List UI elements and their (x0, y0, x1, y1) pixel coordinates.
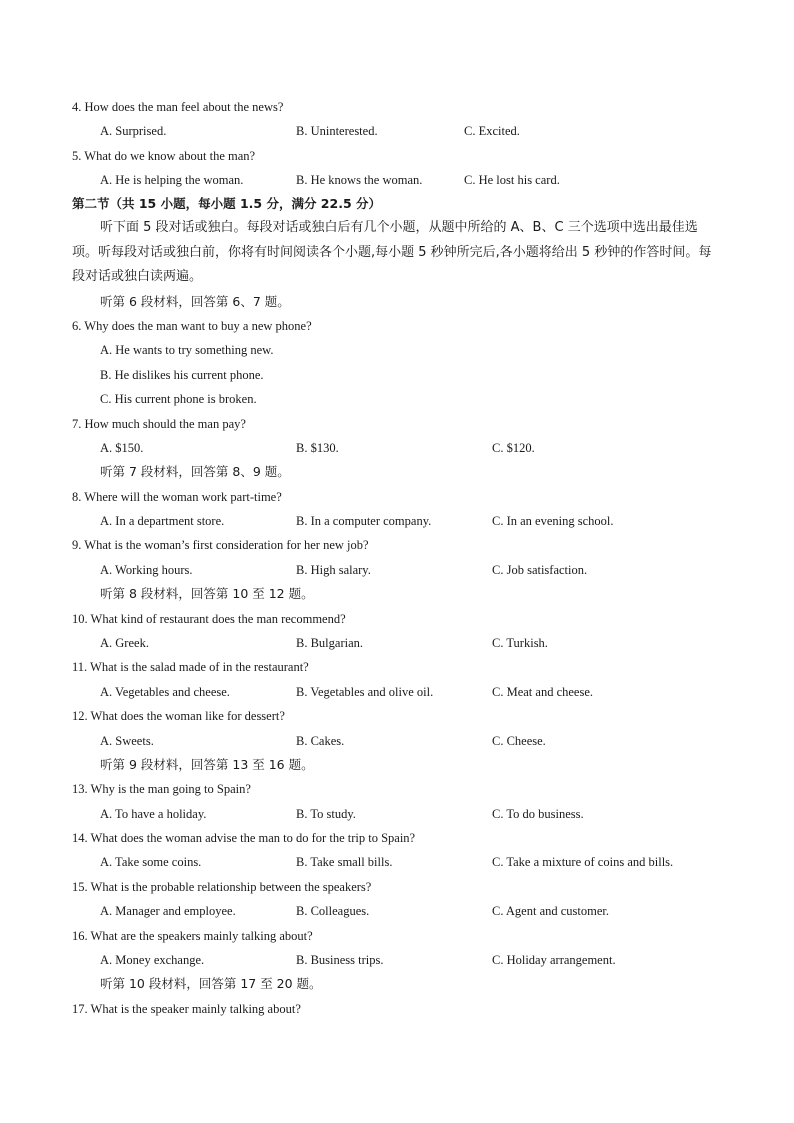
option-b: B. High salary. (296, 563, 371, 577)
question-13: 13. Why is the man going to Spain? (72, 782, 251, 796)
option-c: C. Cheese. (492, 734, 546, 748)
option-a: A. Working hours. (100, 563, 193, 577)
option-b: B. Take small bills. (296, 855, 393, 869)
question-6: 6. Why does the man want to buy a new phone? (72, 319, 312, 333)
question-4: 4. How does the man feel about the news? (72, 100, 284, 114)
option-a: A. Greek. (100, 636, 149, 650)
option-c: C. Meat and cheese. (492, 685, 594, 699)
option-a: A. Take some coins. (100, 855, 202, 869)
option-b: B. In a computer company. (296, 514, 432, 528)
option-c: C. Turkish. (492, 636, 548, 650)
option-a: A. $150. (100, 441, 144, 455)
option-c: C. $120. (492, 441, 535, 455)
question-10: 10. What kind of restaurant does the man recommend? (72, 612, 346, 626)
question-8: 8. Where will the woman work part-time? (72, 490, 282, 504)
question-11-options (100, 682, 700, 702)
question-15-options (100, 901, 700, 921)
question-16: 16. What are the speakers mainly talking about? (72, 929, 313, 943)
group-6-label: 听第 6 段材料，回答第 6、7 题。 (100, 294, 290, 309)
question-12-options (100, 731, 700, 751)
question-12: 12. What does the woman like for dessert? (72, 709, 285, 723)
question-5: 5. What do we know about the man? (72, 149, 256, 163)
option-c: C. Take a mixture of coins and bills. (492, 855, 674, 869)
option-b: B. Uninterested. (296, 124, 378, 138)
question-9: 9. What is the woman’s first consideration for her new job? (72, 538, 369, 552)
option-a: A. Surprised. (100, 124, 167, 138)
option-c: C. Excited. (464, 124, 520, 138)
option-a: A. In a department store. (100, 514, 225, 528)
option-a: A. To have a holiday. (100, 807, 207, 821)
question-6-option-a: A. He wants to try something new. (100, 343, 274, 357)
question-17: 17. What is the speaker mainly talking about? (72, 1002, 301, 1016)
question-5-options (100, 170, 660, 190)
group-8-label: 听第 8 段材料，回答第 10 至 12 题。 (100, 586, 314, 601)
option-c: C. Job satisfaction. (492, 563, 588, 577)
option-b: B. To study. (296, 807, 356, 821)
group-9-label: 听第 9 段材料，回答第 13 至 16 题。 (100, 757, 314, 772)
question-13-options (100, 804, 700, 824)
question-6-option-c: C. His current phone is broken. (100, 392, 257, 406)
option-c: C. To do business. (492, 807, 584, 821)
option-c: C. Holiday arrangement. (492, 953, 616, 967)
group-10-label: 听第 10 段材料，回答第 17 至 20 题。 (100, 976, 322, 991)
question-8-options (100, 511, 700, 531)
option-b: B. Business trips. (296, 953, 384, 967)
option-a: A. He is helping the woman. (100, 173, 244, 187)
question-14: 14. What does the woman advise the man to do for the trip to Spain? (72, 831, 416, 845)
option-b: B. $130. (296, 441, 339, 455)
section-instructions: 听下面 5 段对话或独白。每段对话或独白后有几个小题，从题中所给的 A、B、C 三个选项中选出最佳选项。听每段对话或独白前，你将有时间阅读各个小题,每小题 5 秒钟所完后,各小题将给出 5 秒钟的作答时间。每段对话或独白读两遍。 (72, 220, 712, 284)
option-c: C. He lost his card. (464, 173, 560, 187)
question-7-options (100, 438, 700, 458)
option-a: A. Vegetables and cheese. (100, 685, 230, 699)
question-9-options (100, 560, 700, 580)
option-c: C. Agent and customer. (492, 904, 609, 918)
option-a: A. Sweets. (100, 734, 154, 748)
option-a: A. Manager and employee. (100, 904, 236, 918)
question-6-option-b: B. He dislikes his current phone. (100, 368, 264, 382)
option-b: B. Cakes. (296, 734, 345, 748)
question-14-options (100, 852, 700, 872)
group-7-label: 听第 7 段材料，回答第 8、9 题。 (100, 464, 290, 479)
question-7: 7. How much should the man pay? (72, 417, 246, 431)
option-b: B. Colleagues. (296, 904, 370, 918)
option-c: C. In an evening school. (492, 514, 614, 528)
option-b: B. He knows the woman. (296, 173, 423, 187)
question-10-options (100, 633, 700, 653)
option-b: B. Vegetables and olive oil. (296, 685, 434, 699)
question-16-options (100, 950, 700, 970)
section-heading: 第二节（共 15 小题，每小题 1.5 分，满分 22.5 分） (72, 196, 381, 211)
question-4-options (100, 121, 660, 141)
option-b: B. Bulgarian. (296, 636, 364, 650)
question-11: 11. What is the salad made of in the restaurant? (72, 660, 309, 674)
option-a: A. Money exchange. (100, 953, 205, 967)
question-15: 15. What is the probable relationship between the speakers? (72, 880, 372, 894)
